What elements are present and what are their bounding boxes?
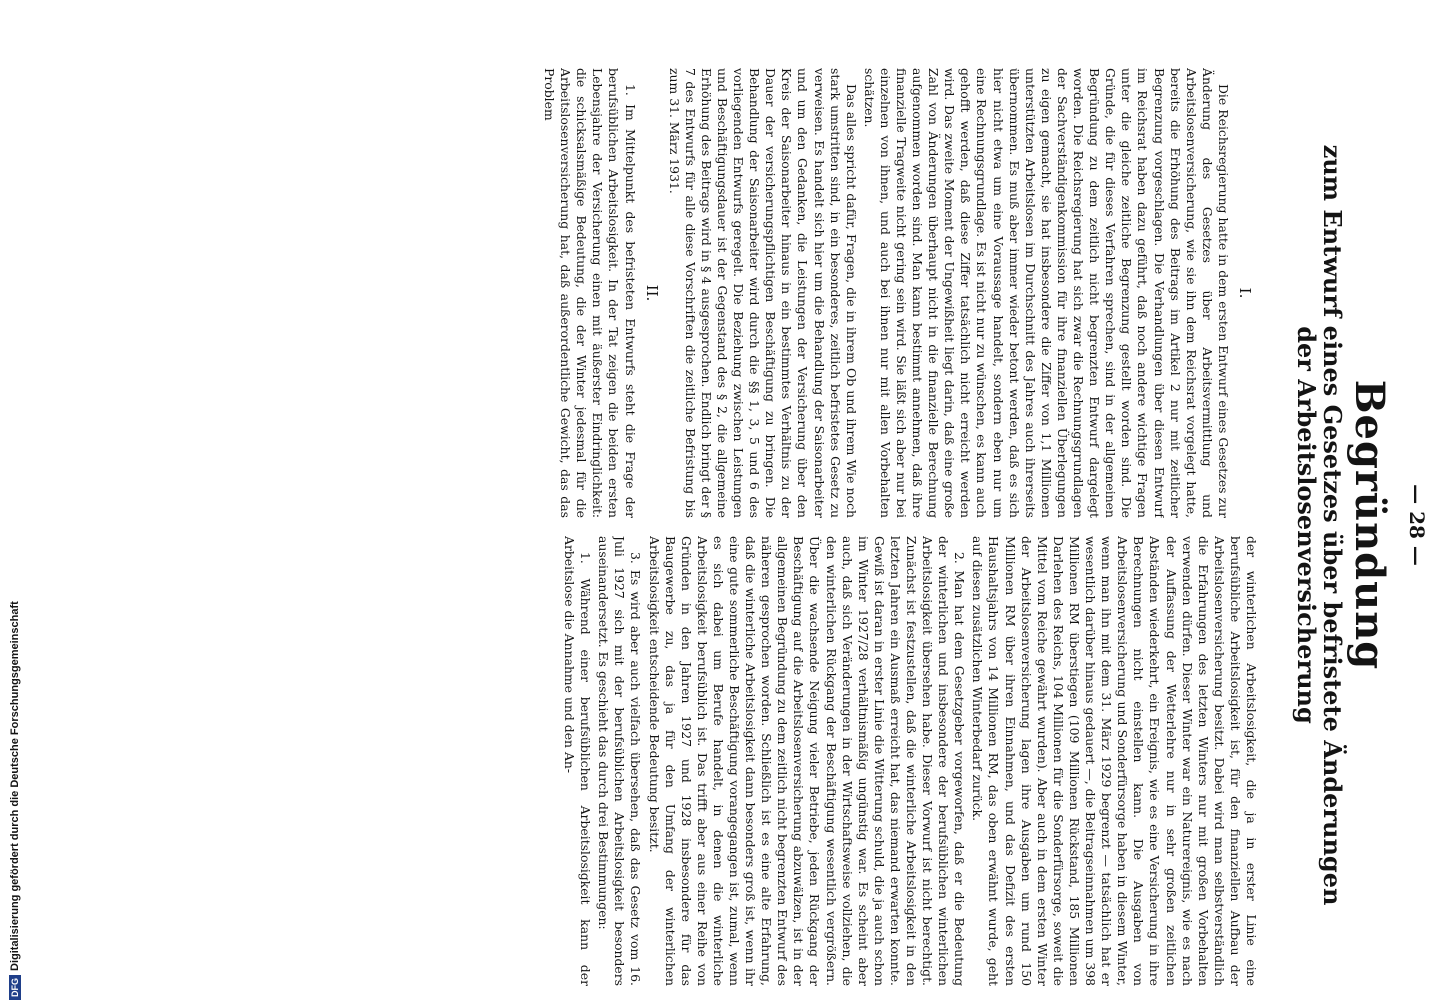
digitization-credit-bar	[0, 0, 21, 1000]
text-paragraph: 1. Während einer berufsüblichen Arbeitslosigkeit kann der Arbeitslose die Annahme und den An-	[562, 536, 594, 986]
text-paragraph: der winterlichen Arbeitslosigkeit, die ja in erster Linie eine berufsübliche Arbeitslosigkeit ist, für den finanziellen Aufbau der Arbeitslosenversicherung besitzt. Dabei wird man selbstverständlich die Erfahrungen des letzten Winters nur mit großen Vorbehalten verwenden dürfen. Dieser Winter war ein Naturereignis, wie es nach der Auffassung der Wetterlehre nur in sehr großen zeitlichen Abständen wiederkehrt, ein Ereignis, wie es eine Versicherung in ihre Berechnungen nicht einstellen kann. Die Ausgaben von Arbeitslosenversicherung und Sonderfürsorge haben in diesem Winter, wenn man ihn mit dem 31. März 1929 begrenzt — tatsächlich hat er wesentlich darüber hinaus gedauert —, die Beitragseinnahmen um 398 Millionen RM überstiegen (109 Millionen Rückstand, 185 Millionen Darlehen des Reichs, 104 Millionen für die Sonderfürsorge, soweit die Mittel vom Reiche gewährt wurden). Aber auch in dem ersten Winter der Arbeitslosenversicherung lagen ihre Ausgaben um rund 150 Millionen RM über ihren Einnahmen, und das Defizit des ersten Haushaltsjahrs von 14 Millionen RM, das oben erwähnt wurde, geht auf diesen zusätzlichen Winterbedarf zurück.	[970, 536, 1259, 986]
text-paragraph: 1. Im Mittelpunkt des befristeten Entwurfs steht die Frage der berufsüblichen Arbeitslosigkeit. In der Tat zeigen die beiden ersten Lebensjahre der Versicherung einen mit äußerster Eindringlichkeit: die schicksalsmäßige Bedeutung, die der Winter jedesmal für die Arbeitslosenversicherung hat, daß außerordentliche Gewicht, das das Problem	[542, 68, 638, 518]
dfg-logo: DFG	[9, 975, 21, 1000]
page-subtitle-line1: zum Entwurf eines Gesetzes über befristete Änderungen	[1318, 144, 1347, 906]
page-subtitle-line2: der Arbeitslosenversicherung	[1291, 326, 1321, 724]
left-text-column	[204, 68, 1259, 518]
text-paragraph: Die Reichsregierung hatte in dem ersten Entwurf eines Gesetzes zur Änderung des Gesetzes über Arbeitsvermittlung und Arbeitslosenversicherung, wie sie ihn dem Reichsrat vorgelegt hatte, bereits die Erhöhung des Beitrags im Artikel 2 nur mit zeitlicher Begrenzung vorgeschlagen. Die Verhandlungen über diesen Entwurf im Reichsrat haben dazu geführt, daß noch andere wichtige Fragen unter die gleiche zeitliche Begrenzung gestellt worden sind. Die Gründe, die für dieses Verfahren sprechen, sind in der allgemeinen Begründung zu dem zeitlich nicht begrenzten Entwurf dargelegt worden. Die Reichsregierung hat sich zwar die Rechnungsgrundlagen der Sachverständigenkommission für ihre finanziellen Überlegungen zu eigen gemacht, sie hat insbesondere die Ziffer von 1,1 Millionen unterstützten Arbeitslosen im Durchschnitt des Jahres auch ihrerseits übernommen. Es muß aber immer wieder betont werden, daß es sich hier nicht etwa um eine Voraussage handelt, sondern eben nur um eine Rechnungsgrundlage. Es ist nicht nur zu wünschen, es kann auch gehofft werden, daß diese Ziffer tatsächlich nicht erreicht werden wird. Das zweite Moment der Ungewißheit liegt darin, daß eine große Zahl von Änderungen überhaupt nicht in die finanzielle Berechnung aufgenommen worden sind. Man kann bestimmt annehmen, daß ihre finanzielle Tragweite nicht gering sein wird. Sie läßt sich aber nur bei einzelnen von ihnen, und auch bei ihnen nur mit allen Vorbehalten schätzen.	[861, 68, 1231, 518]
section-heading: I.	[1236, 287, 1254, 299]
text-paragraph: Das alles spricht dafür, Fragen, die in ihrem Ob und ihrem Wie noch stark umstritten sind, in ein besonderes, zeitlich befristetes Gesetz zu verweisen. Es handelt sich hier um die Behandlung der Saisonarbeiter und um den Gedanken, die Leistungen der Versicherung über den Kreis der Saisonarbeiter hinaus in ein bestimmtes Verhältnis zu der Dauer der versicherungspflichtigen Beschäftigung zu bringen. Die Behandlung der Saisonarbeiter wird durch die §§ 1, 3, 5 und 6 des vorliegenden Entwurfs geregelt. Die Beziehung zwischen Leistungen und Beschäftigungsdauer ist der Gegenstand des § 2, die allgemeine Erhöhung des Beitrags wird in § 4 ausgesprochen. Endlich bringt der § 7 des Entwurfs für alle diese Vorschriften die zeitliche Befristung bis zum 31. März 1931.	[666, 68, 859, 518]
page-title-block	[1292, 60, 1391, 990]
page-title: Begründung	[1346, 379, 1393, 671]
text-paragraph: 2. Man hat dem Gesetzgeber vorgeworfen, daß er die Bedeutung der winterlichen und insbesondere der berufsüblichen winterlichen Arbeitslosigkeit übersehen habe. Dieser Vorwurf ist nicht berechtigt. Zunächst ist festzustellen, daß die winterliche Arbeitslosigkeit in den letzten Jahren ein Ausmaß erreicht hat, das niemand erwarten konnte. Gewiß ist daran in erster Linie die Witterung schuld, die ja auch schon im Winter 1927/28 verhältnismäßig ungünstig war. Es scheint aber auch, daß sich Veränderungen in der Wirtschaftsweise vollziehen, die den winterlichen Rückgang der Beschäftigung wesentlich vergrößern. Über die wachsende Neigung vieler Betriebe, jeden Rückgang der Beschäftigung auf die Arbeitslosenversicherung abzuwälzen, ist in der allgemeinen Begründung zu dem zeitlich nicht begrenzten Entwurf des näheren gesprochen worden. Schließlich ist es eine alte Erfahrung, daß die winterliche Arbeitslosigkeit dann besonders groß ist, wenn ihr eine gute sommerliche Beschäftigung vorangegangen ist, zumal, wenn es sich dabei um Berufe handelt, in denen die winterliche Arbeitslosigkeit berufsüblich ist. Das trifft aber aus einer Reihe von Gründen in den Jahren 1927 und 1928 insbesondere für das Baugewerbe zu, das ja für den Umfang der winterlichen Arbeitslosigkeit entscheidende Bedeutung besitzt.	[646, 536, 968, 986]
section-heading: II.	[642, 284, 661, 302]
page-number: — 28 —	[1405, 484, 1429, 566]
right-text-column	[204, 536, 1259, 986]
scanned-page	[195, 60, 1434, 990]
digitization-credit-text: Digitalisierung gefördert durch die Deutsche Forschungsgemeinschaft	[9, 601, 21, 971]
text-paragraph: 3. Es wird aber auch vielfach übersehen, daß das Gesetz vom 16. Juli 1927 sich mit der berufsüblichen Arbeitslosigkeit besonders auseinandersetzt. Es geschieht das durch drei Bestimmungen:	[596, 536, 644, 986]
